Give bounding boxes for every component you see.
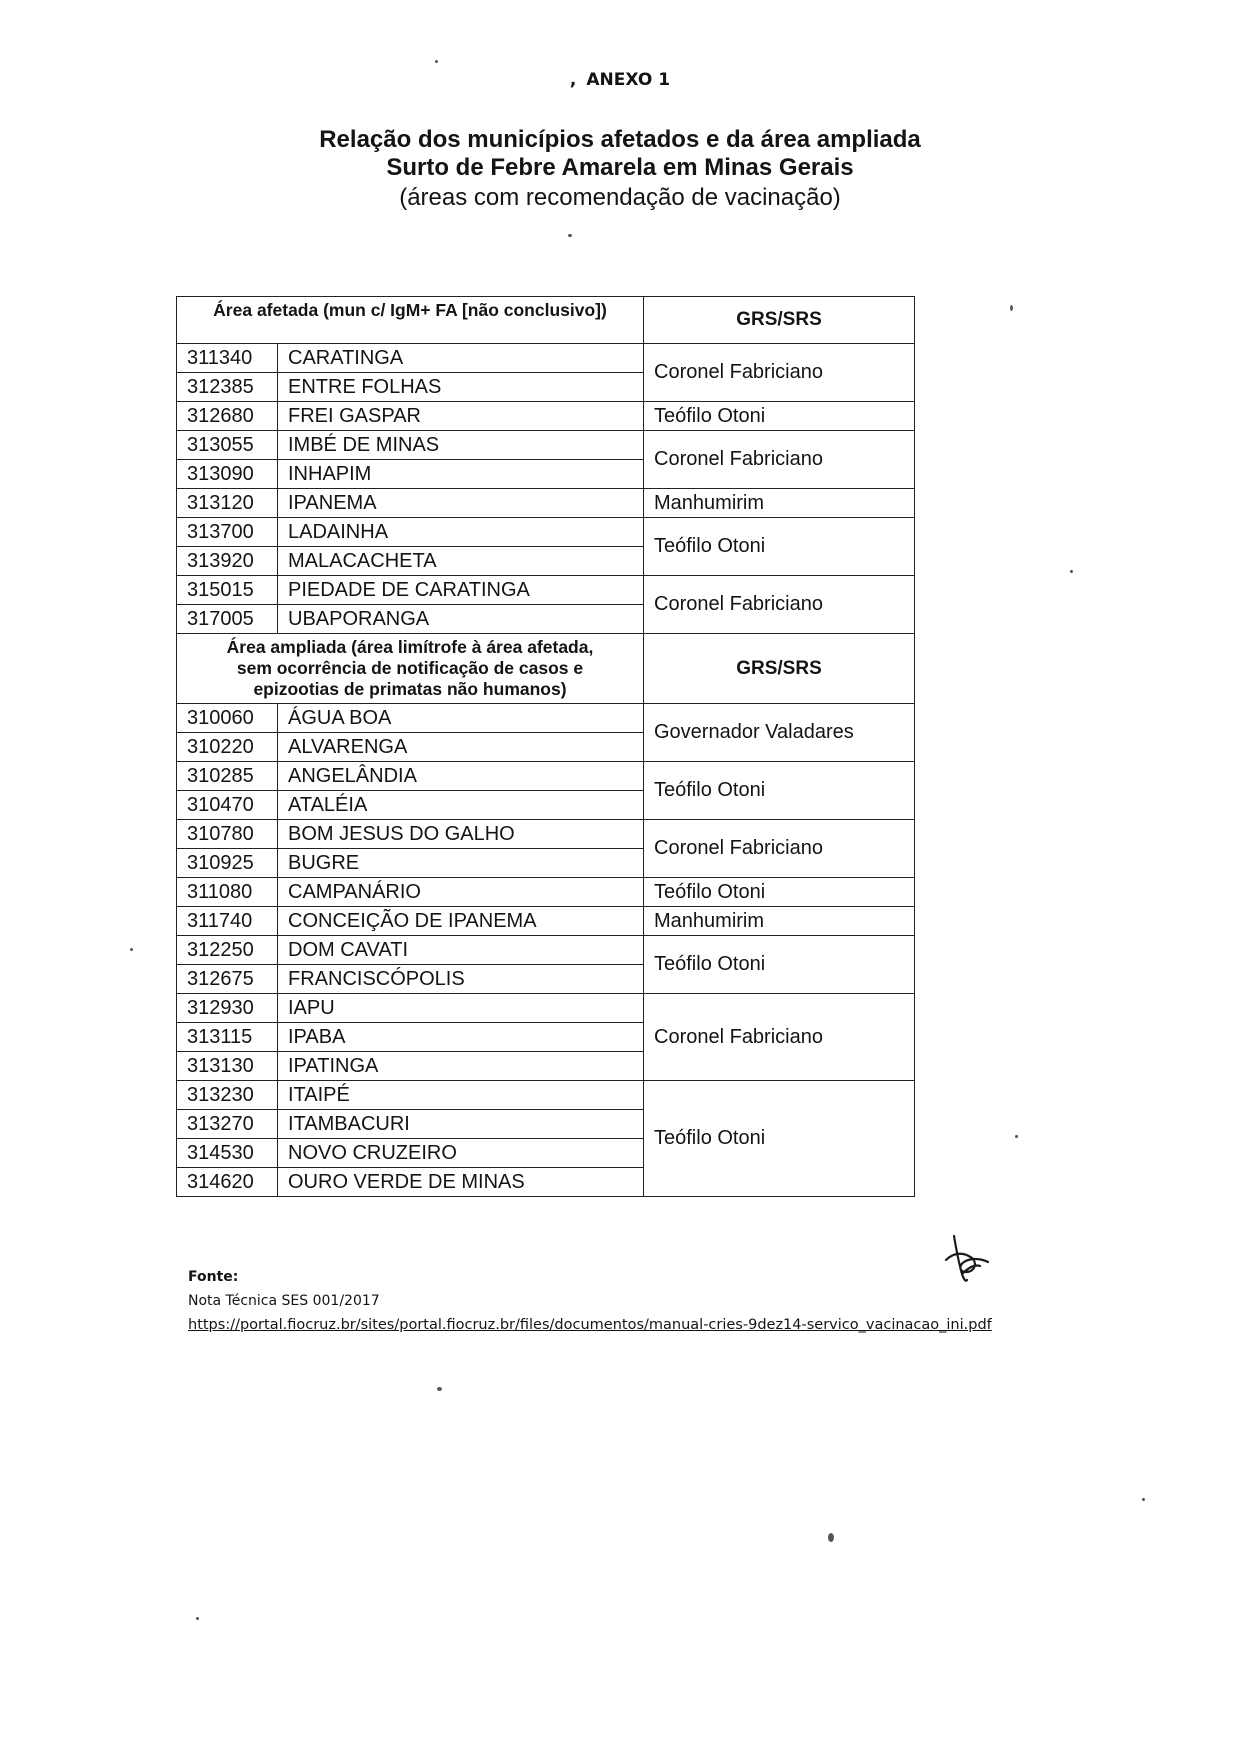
source-note: Nota Técnica SES 001/2017	[188, 1293, 380, 1309]
municipality-name: LADAINHA	[278, 518, 644, 547]
expanded-area-header	[177, 634, 644, 704]
table-row	[177, 402, 915, 431]
municipality-code: 312680	[177, 402, 278, 431]
scan-speck	[196, 1617, 199, 1620]
municipality-name: ATALÉIA	[278, 791, 644, 820]
municipality-code: 310060	[177, 704, 278, 733]
grs-cell: Coronel Fabriciano	[644, 576, 915, 634]
municipality-code: 313700	[177, 518, 278, 547]
municipality-code: 310470	[177, 791, 278, 820]
table-row	[177, 431, 915, 460]
table-row	[177, 762, 915, 791]
municipality-name: IAPU	[278, 994, 644, 1023]
municipality-name: PIEDADE DE CARATINGA	[278, 576, 644, 605]
municipality-name: BUGRE	[278, 849, 644, 878]
affected-area-header: Área afetada (mun c/ IgM+ FA [não conclusivo])	[177, 297, 644, 344]
table-row	[177, 518, 915, 547]
grs-cell: Coronel Fabriciano	[644, 431, 915, 489]
municipality-name: OURO VERDE DE MINAS	[278, 1168, 644, 1197]
source-block	[188, 1265, 992, 1337]
scan-speck	[1142, 1498, 1145, 1501]
municipality-name: IPANEMA	[278, 489, 644, 518]
grs-cell: Coronel Fabriciano	[644, 994, 915, 1081]
municipality-code: 315015	[177, 576, 278, 605]
grs-cell: Teófilo Otoni	[644, 1081, 915, 1197]
table-section-header	[177, 634, 915, 704]
table-row	[177, 907, 915, 936]
table-row	[177, 820, 915, 849]
annex-title: , ANEXO 1	[569, 70, 671, 90]
table-row	[177, 704, 915, 733]
municipality-name: FREI GASPAR	[278, 402, 644, 431]
municipality-code: 311740	[177, 907, 278, 936]
table-row	[177, 878, 915, 907]
grs-cell: Teófilo Otoni	[644, 936, 915, 994]
municipality-name: IMBÉ DE MINAS	[278, 431, 644, 460]
scan-speck	[828, 1533, 834, 1542]
municipality-code: 313270	[177, 1110, 278, 1139]
municipality-name: IPABA	[278, 1023, 644, 1052]
grs-cell: Manhumirim	[644, 907, 915, 936]
grs-cell: Teófilo Otoni	[644, 762, 915, 820]
annex-title-text: ANEXO 1	[586, 70, 671, 90]
table-section-header	[177, 297, 915, 344]
scan-speck	[1070, 570, 1073, 573]
municipality-code: 312385	[177, 373, 278, 402]
municipality-name: ITAMBACURI	[278, 1110, 644, 1139]
municipality-code: 314530	[177, 1139, 278, 1168]
municipality-code: 313920	[177, 547, 278, 576]
grs-cell: Coronel Fabriciano	[644, 820, 915, 878]
table-row	[177, 936, 915, 965]
municipality-code: 313090	[177, 460, 278, 489]
municipality-code: 310780	[177, 820, 278, 849]
scan-speck	[1010, 305, 1013, 311]
municipality-name: ITAIPÉ	[278, 1081, 644, 1110]
grs-cell: Coronel Fabriciano	[644, 344, 915, 402]
municipality-name: CAMPANÁRIO	[278, 878, 644, 907]
municipality-code: 311340	[177, 344, 278, 373]
page-subtitle: Surto de Febre Amarela em Minas Gerais	[386, 154, 854, 181]
scan-speck	[435, 60, 438, 63]
municipality-code: 310925	[177, 849, 278, 878]
municipality-code: 310285	[177, 762, 278, 791]
municipality-name: CONCEIÇÃO DE IPANEMA	[278, 907, 644, 936]
municipality-code: 312250	[177, 936, 278, 965]
municipalities-table	[176, 296, 915, 1197]
municipality-code: 310220	[177, 733, 278, 762]
page-note: (áreas com recomendação de vacinação)	[399, 184, 841, 211]
municipality-code: 313120	[177, 489, 278, 518]
table-row	[177, 344, 915, 373]
source-label: Fonte:	[188, 1269, 239, 1285]
municipality-name: UBAPORANGA	[278, 605, 644, 634]
municipality-code: 311080	[177, 878, 278, 907]
municipality-name: CARATINGA	[278, 344, 644, 373]
municipality-name: FRANCISCÓPOLIS	[278, 965, 644, 994]
table-row	[177, 1081, 915, 1110]
grs-header: GRS/SRS	[644, 297, 915, 344]
table-row	[177, 994, 915, 1023]
municipality-code: 312930	[177, 994, 278, 1023]
municipality-name: ÁGUA BOA	[278, 704, 644, 733]
municipality-name: INHAPIM	[278, 460, 644, 489]
grs-cell: Teófilo Otoni	[644, 518, 915, 576]
grs-cell: Governador Valadares	[644, 704, 915, 762]
table-row	[177, 489, 915, 518]
municipality-code: 317005	[177, 605, 278, 634]
municipality-code: 314620	[177, 1168, 278, 1197]
municipality-code: 313115	[177, 1023, 278, 1052]
grs-cell: Teófilo Otoni	[644, 878, 915, 907]
municipality-name: MALACACHETA	[278, 547, 644, 576]
scan-speck	[437, 1387, 442, 1391]
grs-cell: Manhumirim	[644, 489, 915, 518]
page-title: Relação dos municípios afetados e da área ampliada	[319, 126, 921, 153]
municipality-code: 313130	[177, 1052, 278, 1081]
table-row	[177, 576, 915, 605]
grs-header: GRS/SRS	[644, 634, 915, 704]
expanded-header-line: epizootias de primatas não humanos)	[253, 679, 567, 699]
scan-speck	[130, 948, 133, 951]
municipality-name: NOVO CRUZEIRO	[278, 1139, 644, 1168]
municipality-name: ENTRE FOLHAS	[278, 373, 644, 402]
municipality-name: ALVARENGA	[278, 733, 644, 762]
expanded-header-line: sem ocorrência de notificação de casos e	[236, 658, 584, 678]
scan-speck	[568, 234, 572, 237]
municipality-name: DOM CAVATI	[278, 936, 644, 965]
source-link[interactable]: https://portal.fiocruz.br/sites/portal.fiocruz.br/files/documentos/manual-cries-9dez14-servico_vacinacao_ini.pdf	[188, 1317, 992, 1333]
municipality-name: IPATINGA	[278, 1052, 644, 1081]
municipality-code: 312675	[177, 965, 278, 994]
scan-speck	[1015, 1135, 1018, 1138]
municipality-code: 313055	[177, 431, 278, 460]
grs-cell: Teófilo Otoni	[644, 402, 915, 431]
municipality-name: ANGELÂNDIA	[278, 762, 644, 791]
municipality-name: BOM JESUS DO GALHO	[278, 820, 644, 849]
municipality-code: 313230	[177, 1081, 278, 1110]
expanded-header-line: Área ampliada (área limítrofe à área afetada,	[226, 637, 594, 657]
